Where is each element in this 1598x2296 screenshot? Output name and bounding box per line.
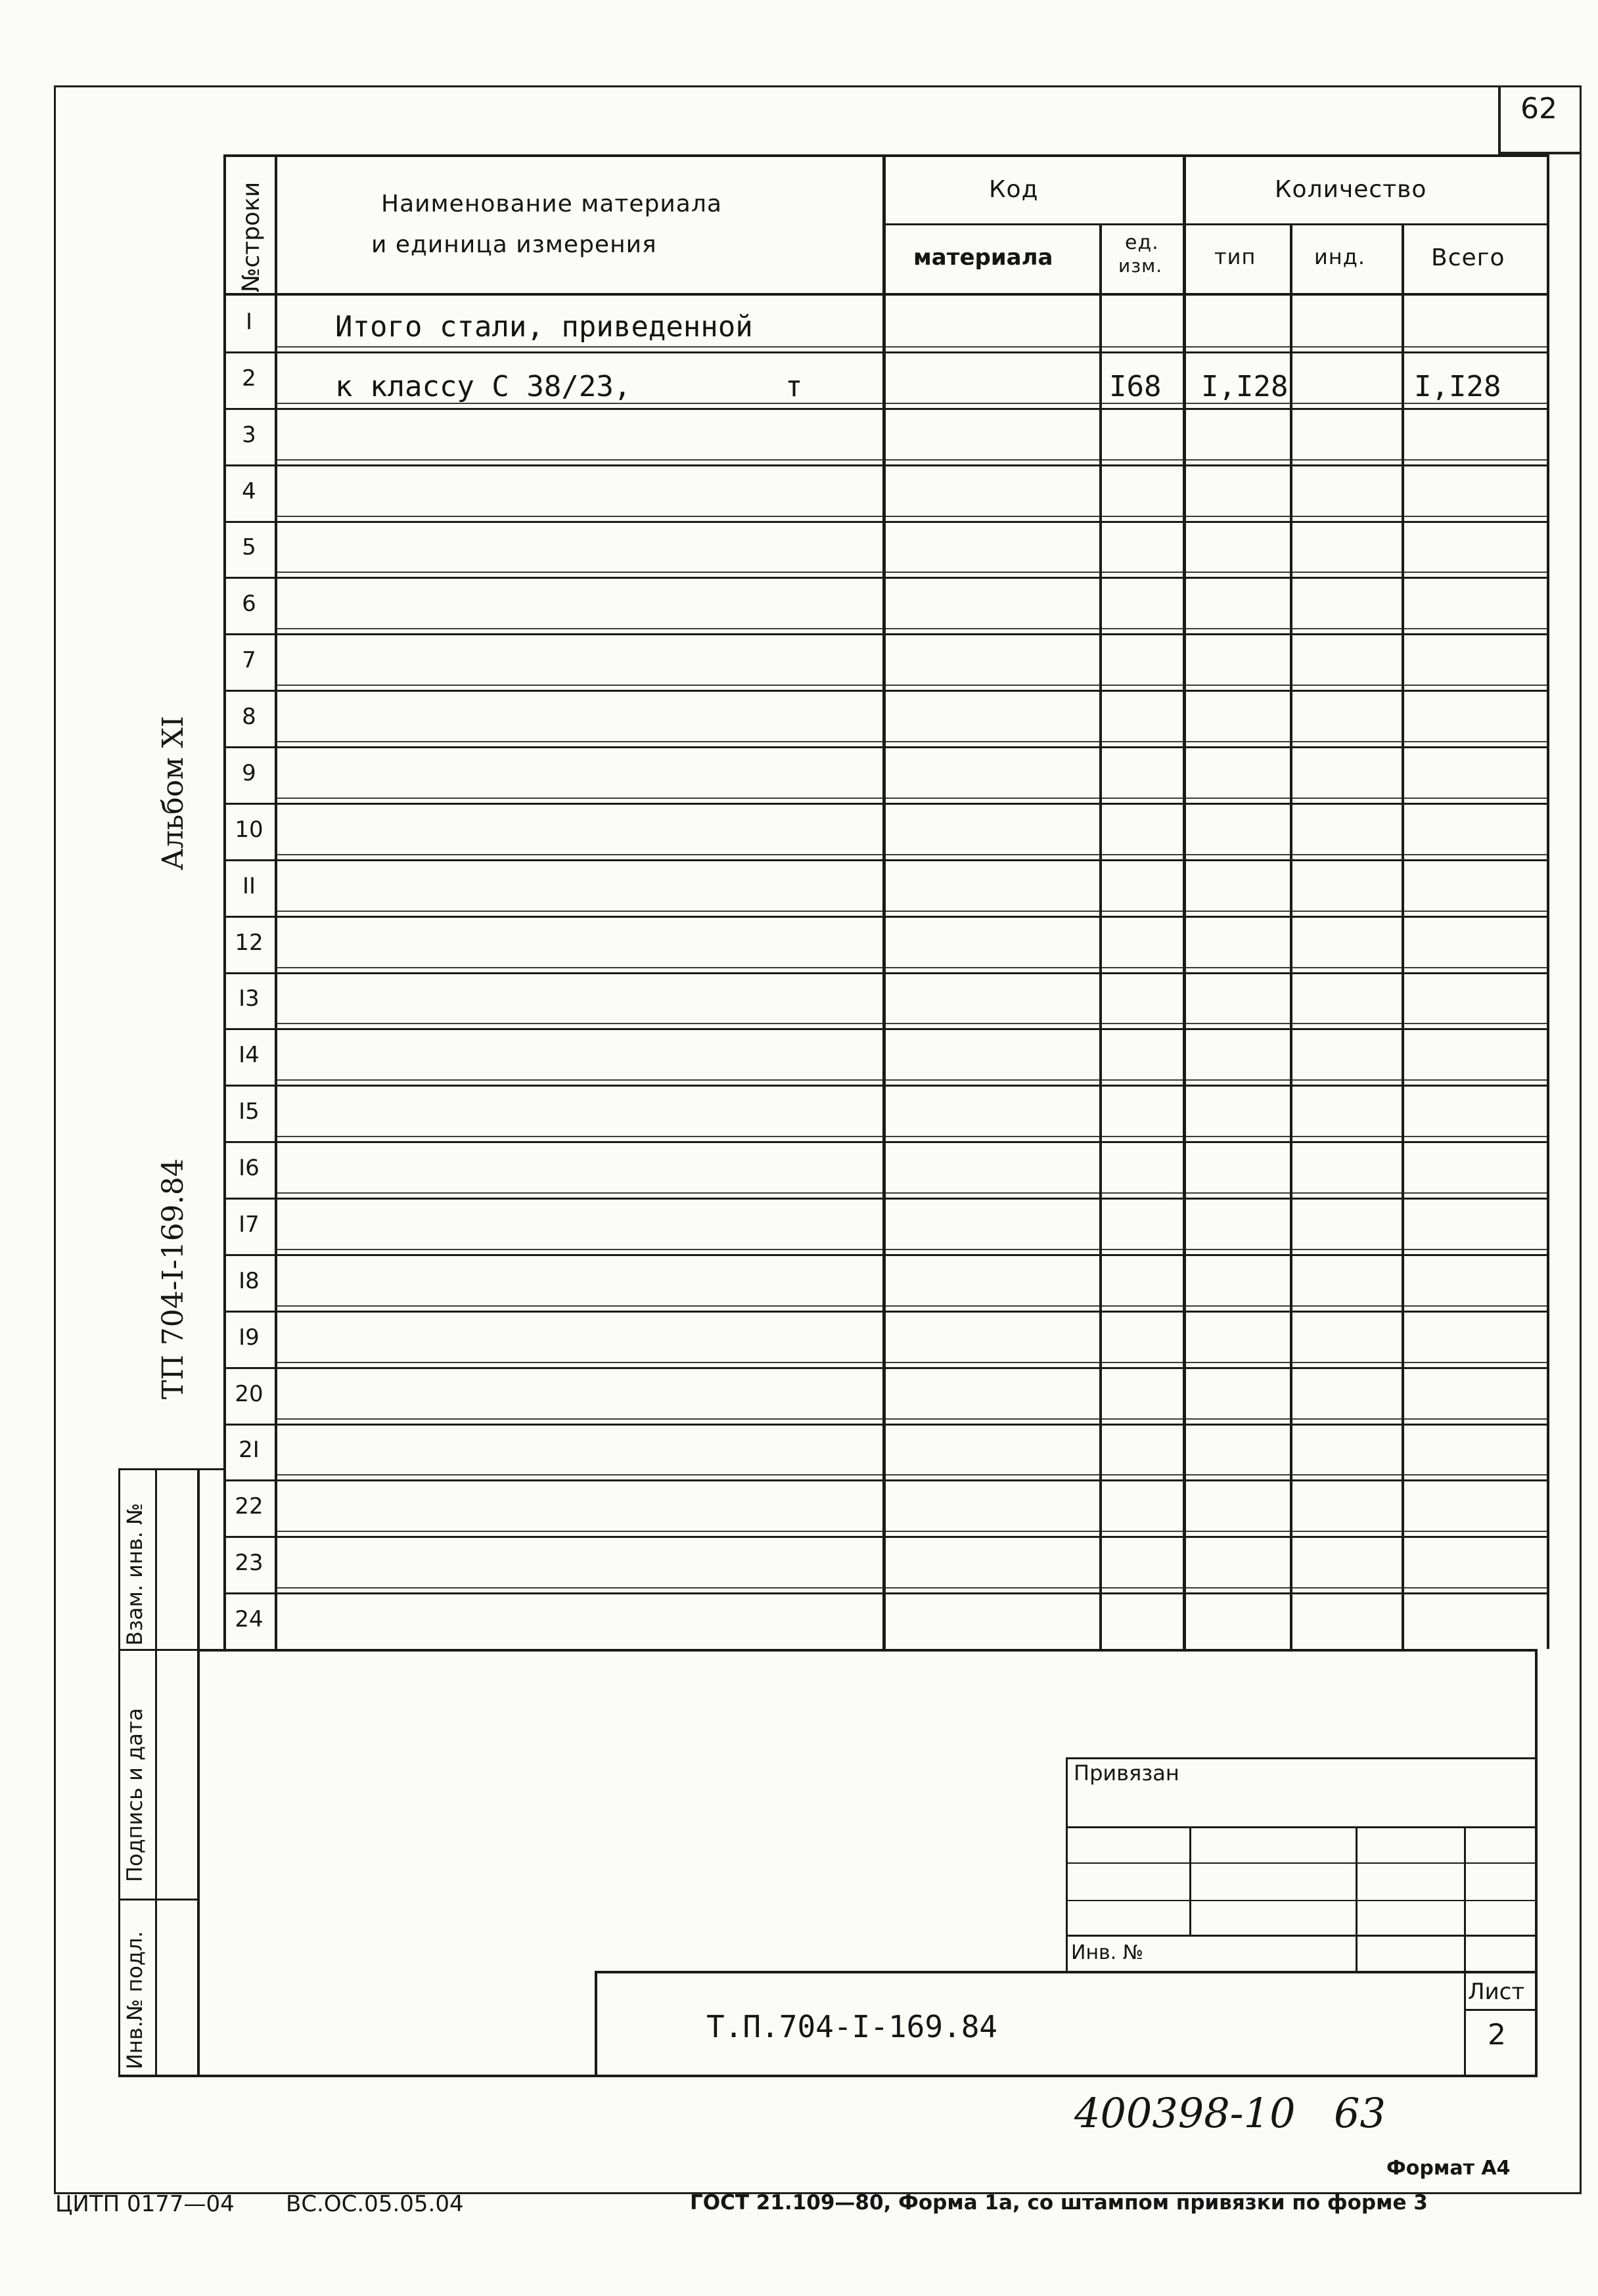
row-number: 24 [235, 1606, 263, 1632]
row-separator [223, 633, 1549, 635]
header-bottom-line [223, 293, 1549, 296]
row-number: 2I [239, 1437, 260, 1463]
entry-line2-type: I,I28 [1201, 370, 1289, 403]
row-separator [223, 1424, 1549, 1426]
row-separator-double [276, 1474, 1548, 1475]
handwritten-number: 400398-10 [1074, 2089, 1296, 2137]
row-number: I4 [239, 1042, 260, 1068]
sheet-value: 2 [1488, 2018, 1506, 2052]
row-separator [223, 1028, 1549, 1030]
row-separator [223, 521, 1549, 523]
row-separator-double [276, 1587, 1548, 1588]
footer-center-code: ВС.ОС.05.05.04 [286, 2191, 464, 2217]
binding-col-3 [1464, 1826, 1466, 2076]
col-total-header: Всего [1431, 244, 1505, 271]
stamp-replace-label: Взам. инв. № [122, 1502, 147, 1646]
row-separator-double [276, 1023, 1548, 1024]
row-number: 6 [242, 591, 256, 617]
stamp-right-border [197, 1468, 200, 2076]
row-number: I8 [239, 1268, 260, 1294]
row-number: 8 [242, 704, 256, 730]
row-separator-double [276, 572, 1548, 573]
row-separator [223, 1198, 1549, 1200]
handwritten-page: 63 [1334, 2089, 1386, 2137]
bottom-block-top-line [197, 1649, 1538, 1652]
row-separator-double [276, 1249, 1548, 1250]
stamp-inner-border [155, 1468, 157, 2076]
entry-line1-name: Итого стали, приведенной [335, 310, 753, 344]
stamp-top-line [118, 1468, 223, 1470]
row-separator [223, 690, 1549, 692]
row-number: I9 [239, 1324, 260, 1351]
col-ind-divider [1402, 223, 1404, 1649]
row-separator [223, 1254, 1549, 1256]
album-label: Альбом XI [156, 715, 190, 870]
row-separator [223, 351, 1549, 353]
col-name-header-1: Наименование материала [381, 191, 722, 217]
row-number: 22 [235, 1493, 263, 1519]
format-label: Формат А4 [1386, 2157, 1511, 2180]
doc-code: Т.П.704-I-169.84 [706, 2009, 998, 2044]
row-separator-double [276, 459, 1548, 461]
row-separator [223, 1536, 1549, 1538]
page-frame [54, 85, 1582, 2194]
row-separator-double [276, 1136, 1548, 1137]
entry-line2-unit-code: I68 [1109, 370, 1162, 403]
row-separator [223, 1085, 1549, 1087]
binding-line-4 [1066, 1935, 1538, 1937]
row-number: I7 [239, 1211, 260, 1238]
binding-label: Привязан [1074, 1761, 1179, 1786]
row-number: 7 [242, 647, 256, 673]
row-separator-double [276, 798, 1548, 799]
row-separator [223, 859, 1549, 861]
row-separator-double [276, 1305, 1548, 1307]
sheet-label-line [1464, 2009, 1538, 2011]
sheet-number: 62 [1520, 92, 1557, 125]
row-separator [223, 1479, 1549, 1481]
row-separator-double [276, 516, 1548, 517]
row-separator [223, 803, 1549, 805]
col-code-header: Код [989, 176, 1039, 203]
row-separator [223, 746, 1549, 748]
row-number: I5 [239, 1098, 260, 1125]
stamp-line-2 [118, 1899, 200, 1901]
row-number: 12 [235, 930, 263, 956]
col-unit-header-1: ед. [1125, 231, 1159, 254]
row-separator-double [276, 1418, 1548, 1420]
row-separator-double [276, 628, 1548, 629]
binding-col-1 [1189, 1826, 1191, 1935]
row-separator-double [276, 854, 1548, 855]
col-material-header: материала [913, 244, 1053, 271]
row-separator-double [276, 1079, 1548, 1081]
row-separator [223, 972, 1549, 974]
row-number: I3 [239, 985, 260, 1012]
row-number: I6 [239, 1155, 260, 1181]
binding-inv-label: Инв. № [1071, 1941, 1144, 1964]
project-label: ТП 704-I-169.84 [156, 1158, 190, 1399]
row-number: 9 [242, 760, 256, 786]
row-number: 5 [242, 534, 256, 560]
footer-left-code: ЦИТП 0177—04 [55, 2191, 235, 2217]
row-separator [223, 916, 1549, 918]
entry-line2-unit-letter: т [785, 370, 803, 403]
binding-col-2 [1356, 1826, 1358, 1971]
binding-top-line [1066, 1757, 1538, 1759]
row-number: 20 [235, 1381, 263, 1407]
row-number: 23 [235, 1550, 263, 1576]
col-quantity-header: Количество [1275, 176, 1427, 203]
binding-left-line [1066, 1757, 1068, 1971]
stamp-sign-label: Подпись и дата [122, 1707, 147, 1882]
entry-line2-total: I,I28 [1414, 370, 1501, 403]
row-number: 3 [242, 422, 256, 448]
col-rows-header: №строки [238, 181, 265, 292]
row-number: II [242, 873, 256, 899]
row-number: 10 [235, 817, 263, 843]
row-number: I [245, 309, 253, 335]
row-separator [223, 464, 1549, 466]
row-separator-double [276, 911, 1548, 912]
row-separator [223, 1367, 1549, 1369]
row-separator-double [276, 685, 1548, 686]
row-separator [223, 1311, 1549, 1313]
row-separator-double [276, 1192, 1548, 1194]
title-top-line [595, 1971, 1538, 1973]
header-mid-line [882, 223, 1549, 225]
row-separator-double [276, 741, 1548, 742]
row-number: 4 [242, 478, 256, 505]
stamp-line-1 [118, 1649, 200, 1651]
col-unit-header-2: изм. [1118, 255, 1163, 277]
row-separator [223, 408, 1549, 410]
col-type-divider [1290, 223, 1292, 1649]
stamp-bottom-line [118, 2075, 1538, 2077]
stamp-inv-label: Инв.№ подл. [122, 1931, 147, 2069]
col-name-header-2: и единица измерения [371, 231, 657, 258]
row-separator-double [276, 1362, 1548, 1363]
entry-line2-name: к классу С 38/23, [335, 370, 631, 403]
row-separator-double [276, 1531, 1548, 1532]
binding-line-2 [1066, 1862, 1538, 1864]
table-top-border [223, 154, 1549, 157]
row-separator [223, 577, 1549, 579]
row-separator [223, 1592, 1549, 1594]
binding-line-1 [1066, 1826, 1538, 1828]
binding-line-3 [1066, 1900, 1538, 1901]
footer-gost: ГОСТ 21.109—80, Форма 1а, со штампом привязки по форме 3 [690, 2191, 1428, 2215]
row-number: 2 [242, 365, 256, 392]
stamp-left-border [118, 1468, 120, 2076]
col-material-divider [1099, 223, 1102, 1649]
title-left-line [595, 1971, 597, 2076]
col-ind-header: инд. [1314, 244, 1366, 269]
col-type-header: тип [1214, 244, 1256, 269]
row-separator-double [276, 346, 1548, 348]
row-separator [223, 1141, 1549, 1143]
row-separator-double [276, 967, 1548, 968]
sheet-label: Лист [1468, 1979, 1525, 2005]
